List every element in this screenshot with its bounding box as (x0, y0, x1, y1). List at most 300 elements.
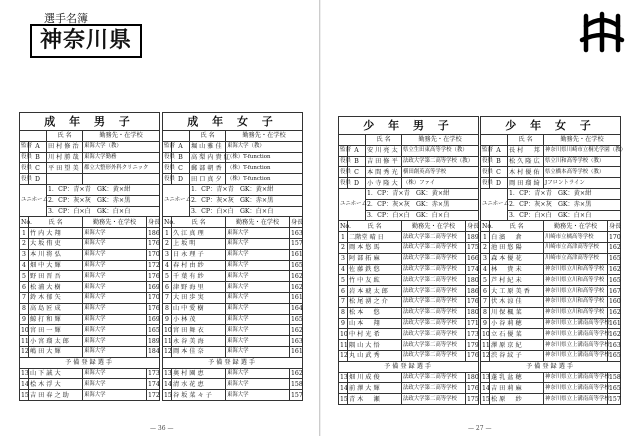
player-number: 2 (481, 242, 490, 253)
player-number: 3 (481, 253, 490, 264)
staff-role: 監督 (20, 141, 29, 152)
player-row (163, 336, 303, 347)
player-name: 奥 村 園 恵 (172, 368, 226, 379)
player-height: 162 (291, 326, 303, 334)
column-header-no: No. (340, 222, 351, 230)
player-row (20, 228, 160, 239)
player-school: 神奈川県立川和高等学校 (544, 275, 608, 286)
player-school: 東海大学 (226, 379, 290, 390)
player-school: 神奈川県立上溝南高等学校 (544, 340, 608, 351)
player-name: 林 貴 未 (490, 264, 544, 275)
staff-code: C (490, 167, 508, 178)
player-name: 蓬 乳 盆 穂 (490, 372, 544, 383)
player-row (20, 249, 160, 260)
player-row (20, 292, 160, 303)
player-row (163, 303, 303, 314)
column-header-name: 氏 名 (348, 221, 402, 232)
player-name: 前 澤 大 輝 (348, 383, 402, 394)
player-height: 165 (609, 384, 621, 392)
player-height: 186 (148, 229, 160, 237)
player-header-row (20, 217, 160, 228)
staff-role: 役員 (163, 163, 172, 174)
uniform-row (163, 184, 303, 195)
staff-role: 監督 (163, 141, 172, 152)
player-number: 1 (481, 232, 490, 243)
player-school: 東海大学 (226, 314, 290, 325)
staff-header-row (481, 135, 621, 146)
player-name: 森 本 優 花 (490, 253, 544, 264)
player-height: 175 (467, 244, 479, 252)
player-number: 14 (482, 384, 490, 392)
player-number: 12 (21, 348, 29, 356)
uniform-color: 1．CP：青×青 GK：黄×紺 (366, 188, 479, 199)
player-name: 松 本 悠 (348, 307, 402, 318)
player-number: 15 (21, 391, 29, 399)
player-number: 1 (20, 228, 29, 239)
column-header-school: 勤務先・在学校 (83, 217, 147, 228)
blank-cell (163, 131, 190, 142)
player-row (481, 340, 621, 351)
player-height: 165 (609, 276, 621, 284)
reserve-header-row (481, 361, 621, 372)
player-row (339, 340, 479, 351)
player-name: 松 原 紗 (490, 394, 544, 405)
player-header-row (481, 221, 621, 232)
player-name: 佐 藤 鉄 悠 (348, 264, 402, 275)
player-number: 13 (164, 369, 172, 377)
reserve-header-row (20, 357, 160, 368)
player-name: 大 田 歩 実 (172, 292, 226, 303)
kanagawa-emblem-icon (578, 10, 626, 54)
player-school: 法政大学第二高等学校 (402, 253, 466, 264)
staff-school: 東海大学勤務 (83, 152, 160, 163)
player-number: 13 (21, 369, 29, 377)
player-school: 川崎市立高津高等学校 (544, 242, 608, 253)
player-number: 14 (164, 380, 172, 388)
staff-name: 松 久 隆 広 (508, 156, 544, 167)
player-name: 渋 谷 紋 子 (490, 350, 544, 361)
player-height: 176 (467, 298, 479, 306)
player-number: 10 (482, 330, 490, 338)
player-name: 桧 木 浮 大 (29, 379, 83, 390)
player-name: 宮 田 舞 衣 (172, 325, 226, 336)
reserve-header-row (163, 357, 303, 368)
roster-table-adult-men (19, 112, 160, 401)
uniform-color: 1．CP：青×青 GK：黄×紺 (47, 184, 160, 195)
player-number: 10 (21, 326, 29, 334)
page-number-right: — 27 — (468, 425, 492, 432)
player-name: 澤 原 京 紀 (490, 340, 544, 351)
player-school: 東海大学 (83, 336, 147, 347)
player-school: 東海大学 (83, 346, 147, 357)
player-height: 158 (291, 380, 303, 388)
player-name: 池 田 悠 陽 (490, 242, 544, 253)
staff-code: D (172, 174, 190, 185)
player-school: 東海大学 (83, 390, 147, 401)
player-height: 184 (148, 348, 160, 356)
section-title: 少 年 男 子 (339, 117, 479, 135)
player-name: 野 田 晋 吾 (29, 271, 83, 282)
player-number: 9 (20, 314, 29, 325)
player-height: 157 (609, 395, 621, 403)
player-school: 東海大学 (83, 314, 147, 325)
player-row (163, 282, 303, 293)
player-name: 清 水 花 恵 (172, 379, 226, 390)
staff-row (163, 174, 303, 185)
staff-role: 監督 (481, 145, 490, 156)
player-school: 法政大学第二高等学校 (402, 286, 466, 297)
uniform-label: ユニホーム (163, 184, 190, 216)
player-row (481, 264, 621, 275)
player-height: 162 (609, 330, 621, 338)
player-school: 神奈川県立川和高等学校 (544, 286, 608, 297)
section-title: 成 年 男 子 (20, 113, 160, 131)
section-title: 少 年 女 子 (481, 117, 621, 135)
blank-cell (481, 135, 508, 146)
player-row (481, 318, 621, 329)
player-school: 東海大学 (226, 368, 290, 379)
player-height: 161 (291, 251, 303, 259)
player-number: 5 (163, 271, 172, 282)
blank-cell (20, 131, 47, 142)
player-height: 162 (291, 369, 303, 377)
player-number: 5 (481, 275, 490, 286)
player-name: 阿 部 拓 麻 (348, 253, 402, 264)
player-row (481, 350, 621, 361)
staff-name: 川 村 勝 哉 (47, 152, 83, 163)
column-header-height: 身長 (291, 218, 304, 226)
player-row (163, 271, 303, 282)
player-name: 本 川 将 弘 (29, 249, 83, 260)
player-name: 岡 本 佳 奈 (172, 346, 226, 357)
column-header-name: 氏 名 (190, 131, 226, 142)
staff-code: A (490, 145, 508, 156)
player-number: 6 (339, 286, 348, 297)
player-school: 神奈川県立川和高等学校 (544, 264, 608, 275)
column-header-name: 氏 名 (47, 131, 83, 142)
reserve-row (20, 368, 160, 379)
player-name: 津 野 海 里 (172, 282, 226, 293)
staff-name: 田 村 修 治 (47, 141, 83, 152)
player-name: 畑 川 成 俊 (348, 372, 402, 383)
player-height: 176 (467, 352, 479, 360)
player-number: 3 (163, 249, 172, 260)
section-title-row (20, 113, 160, 131)
player-name: 丸 山 武 秀 (348, 350, 402, 361)
roster-table-youth-boys (338, 116, 479, 405)
column-header-height: 身長 (609, 222, 622, 230)
prefecture-title: 神奈川県 (30, 24, 142, 58)
player-row (481, 242, 621, 253)
reserve-row (163, 390, 303, 401)
player-school: 東海大学 (83, 379, 147, 390)
staff-school: 神奈川県川崎市立桐光学園（教） (544, 145, 621, 156)
player-number: 8 (481, 307, 490, 318)
player-name: 永 谷 美 海 (172, 336, 226, 347)
player-school: 東海大学 (226, 249, 290, 260)
player-number: 15 (164, 391, 172, 399)
player-school: 東海大学 (83, 249, 147, 260)
player-name: 春 村 由 紗 (172, 260, 226, 271)
player-school: 神奈川県立上溝南高等学校 (544, 394, 608, 405)
staff-school (83, 174, 160, 185)
player-number: 1 (163, 228, 172, 239)
player-number: 4 (20, 260, 29, 271)
column-header-no: No. (164, 218, 175, 226)
player-number: 8 (163, 303, 172, 314)
player-height: 165 (148, 326, 160, 334)
player-school: 東海大学 (83, 228, 147, 239)
staff-name (47, 174, 83, 185)
player-name: 伏 木 涼 佳 (490, 296, 544, 307)
section-title: 成 年 女 子 (163, 113, 303, 131)
uniform-color: 2．CP：灰×灰 GK：赤×黒 (190, 195, 303, 206)
uniform-label: ユニホーム (339, 188, 366, 220)
player-height: 162 (609, 309, 621, 317)
staff-name: 田 口 真 夕 (190, 174, 226, 185)
player-name: 松 尾 湧 之 介 (348, 296, 402, 307)
staff-row (20, 163, 160, 174)
staff-name: 高 梨 内 貴 紅 (191, 153, 230, 161)
player-school: 法政大学第二高等学校 (402, 372, 466, 383)
reserve-header: 予備登録選手 (481, 361, 621, 372)
staff-role: 役員 (20, 152, 29, 163)
player-school: 東海大学 (226, 303, 290, 314)
staff-name: 郵 部 朝 香 (190, 163, 226, 174)
player-height: 180 (467, 373, 479, 381)
player-height: 169 (148, 315, 160, 323)
roster-header-label: 選手名簿 (44, 12, 88, 25)
player-row (163, 325, 303, 336)
player-row (20, 346, 160, 357)
player-number: 10 (164, 326, 172, 334)
reserve-header-row (339, 361, 479, 372)
player-height: 175 (467, 395, 479, 403)
reserve-row (163, 379, 303, 390)
player-row (163, 228, 303, 239)
player-height: 173 (148, 369, 160, 377)
player-number: 6 (481, 286, 490, 297)
player-number: 7 (163, 292, 172, 303)
player-name: 岡 本 悠 馬 (348, 242, 402, 253)
player-school: 神奈川県立上溝南高等学校 (544, 383, 608, 394)
player-school: 神奈川県立上溝南高等学校 (544, 318, 608, 329)
player-number: 6 (163, 282, 172, 293)
player-number: 14 (21, 380, 29, 388)
player-number: 7 (481, 296, 490, 307)
player-height: 170 (609, 233, 621, 241)
player-height: 163 (609, 341, 621, 349)
player-school: 東海大学 (226, 390, 290, 401)
staff-school: （株）T-function (226, 174, 303, 185)
staff-row (481, 167, 621, 178)
column-header-school: 勤務先・在学校 (83, 131, 160, 142)
player-number: 9 (339, 318, 348, 329)
player-school: 神奈川県立川和高等学校 (544, 296, 608, 307)
player-height: 174 (467, 265, 479, 273)
staff-name: 本 間 秀 光 (366, 167, 402, 178)
player-name: 松 浦 大 樹 (29, 282, 83, 293)
player-school: 東海大学 (83, 238, 147, 249)
player-height: 165 (291, 315, 303, 323)
player-number: 7 (339, 296, 348, 307)
player-school: 東海大学 (83, 282, 147, 293)
staff-code: D (348, 178, 366, 189)
roster-table-adult-women (162, 112, 303, 401)
roster-table-youth-girls (480, 116, 626, 405)
player-header-row (339, 221, 479, 232)
section-title-row (481, 117, 621, 135)
player-number: 11 (164, 337, 172, 345)
player-name: 立 石 優 菜 (490, 329, 544, 340)
player-number: 4 (163, 260, 172, 271)
player-name: 高 島 匠 成 (29, 303, 83, 314)
player-row (20, 271, 160, 282)
reserve-row (481, 372, 621, 383)
player-row (339, 264, 479, 275)
player-name: 千 葉 有 紗 (172, 271, 226, 282)
staff-code: C (348, 167, 366, 178)
staff-header-row (339, 135, 479, 146)
player-school: 神奈川県立上溝南高等学校 (544, 350, 608, 361)
player-name: 中 村 光 希 (348, 329, 402, 340)
player-name: 嶋 田 大 輝 (29, 346, 83, 357)
player-height: 161 (291, 348, 303, 356)
uniform-color: 1．CP：青×青 GK：黄×紺 (508, 188, 621, 199)
player-row (481, 307, 621, 318)
player-number: 4 (481, 264, 490, 275)
player-number: 15 (340, 395, 348, 403)
player-name: 二階堂 晴 日 (348, 232, 402, 243)
player-name: 吉 田 莉 麻 (490, 383, 544, 394)
player-row (20, 336, 160, 347)
column-header-name: 氏 名 (508, 135, 544, 146)
staff-row (163, 152, 303, 163)
player-number: 6 (20, 282, 29, 293)
player-row (163, 249, 303, 260)
player-number: 8 (339, 307, 348, 318)
player-name: 谷 坂 菜 々 子 (172, 390, 226, 401)
player-height: 162 (291, 283, 303, 291)
player-row (20, 282, 160, 293)
uniform-row (20, 184, 160, 195)
player-row (20, 314, 160, 325)
player-height: 158 (609, 373, 621, 381)
player-school: 川崎市立橘高等学校 (544, 232, 608, 243)
player-number: 15 (482, 395, 490, 403)
player-height: 170 (148, 251, 160, 259)
player-height: 169 (148, 283, 160, 291)
player-row (339, 253, 479, 264)
player-name: 山 本 翔 (348, 318, 402, 329)
staff-name: 堀 山 雅 佳 (190, 141, 226, 152)
player-row (339, 318, 479, 329)
player-height: 157 (291, 391, 303, 399)
player-number: 3 (20, 249, 29, 260)
player-number: 13 (340, 373, 348, 381)
uniform-color: 2．CP：灰×灰 GK：赤×黒 (47, 195, 160, 206)
staff-code: B (172, 152, 190, 163)
player-name: 日 永 理 子 (172, 249, 226, 260)
player-height: 179 (467, 341, 479, 349)
player-name: 鯨 打 和 輝 (29, 314, 83, 325)
reserve-row (163, 368, 303, 379)
player-height: 171 (467, 319, 479, 327)
player-number: 2 (20, 238, 29, 249)
staff-school: （株）T-function (226, 163, 303, 174)
player-height: 162 (609, 265, 621, 273)
uniform-color: 3．CP：白×白 GK：白×白 (190, 206, 303, 217)
player-row (20, 238, 160, 249)
player-number: 12 (164, 348, 172, 356)
staff-row (20, 141, 160, 152)
player-height: 172 (148, 261, 160, 269)
staff-row (163, 163, 303, 174)
column-header-name: 氏 名 (29, 217, 83, 228)
reserve-header: 予備登録選手 (163, 357, 303, 368)
player-name: 久 江 真 理 (172, 228, 226, 239)
reserve-header: 予備登録選手 (339, 361, 479, 372)
column-header-school: 勤務先・在学校 (402, 221, 466, 232)
staff-name: 木 村 優 佑 (508, 167, 544, 178)
uniform-color: 2．CP：灰×灰 GK：赤×黒 (366, 199, 479, 210)
player-number: 9 (481, 318, 490, 329)
column-header-name: 氏 名 (172, 217, 226, 228)
uniform-label: ユニホーム (20, 184, 47, 216)
player-school: 法政大学第二高等学校 (402, 383, 466, 394)
player-school: 法政大学第二高等学校 (402, 340, 466, 351)
blank-cell (339, 135, 366, 146)
reserve-row (339, 383, 479, 394)
staff-role: 役員 (339, 167, 348, 178)
page-number-left: — 36 — (150, 425, 174, 432)
staff-row (20, 174, 160, 185)
player-name: 山 中 愛 樹 (172, 303, 226, 314)
column-header-school: 勤務先・在学校 (402, 135, 479, 146)
player-name: 大 坂 侑 吏 (29, 238, 83, 249)
player-school: 法政大学第二高等学校 (402, 350, 466, 361)
player-name: 上 坂 明 (172, 238, 226, 249)
player-height: 176 (148, 272, 160, 280)
player-school: 東海大学 (226, 292, 290, 303)
staff-role: 監督 (339, 145, 348, 156)
player-name: 大 工 原 美 香 (490, 286, 544, 297)
staff-code: A (172, 141, 190, 152)
player-row (481, 296, 621, 307)
staff-school: 県立川和高等学校（教） (544, 156, 621, 167)
uniform-color: 3．CP：白×白 GK：白×白 (508, 210, 621, 221)
player-number: 5 (339, 275, 348, 286)
uniform-color: 2．CP：灰×灰 GK：赤×黒 (508, 199, 621, 210)
staff-code: A (29, 141, 47, 152)
player-height: 164 (291, 305, 303, 313)
staff-row (339, 167, 479, 178)
staff-role: 役員 (20, 163, 29, 174)
staff-row (339, 156, 479, 167)
player-header-row (163, 217, 303, 228)
staff-school: 県立生田東高等学校（教） (402, 145, 479, 156)
staff-code: B (29, 152, 47, 163)
player-school: 神奈川県立川和高等学校 (544, 307, 608, 318)
player-name: 岩 本 琥 太 郎 (348, 286, 402, 297)
reserve-row (481, 383, 621, 394)
player-height: 160 (609, 298, 621, 306)
player-school: 東海大学 (226, 282, 290, 293)
staff-role: 役員 (481, 167, 490, 178)
uniform-color: 3．CP：白×白 GK：白×白 (366, 210, 479, 221)
player-row (20, 325, 160, 336)
player-school: 東海大学 (83, 271, 147, 282)
